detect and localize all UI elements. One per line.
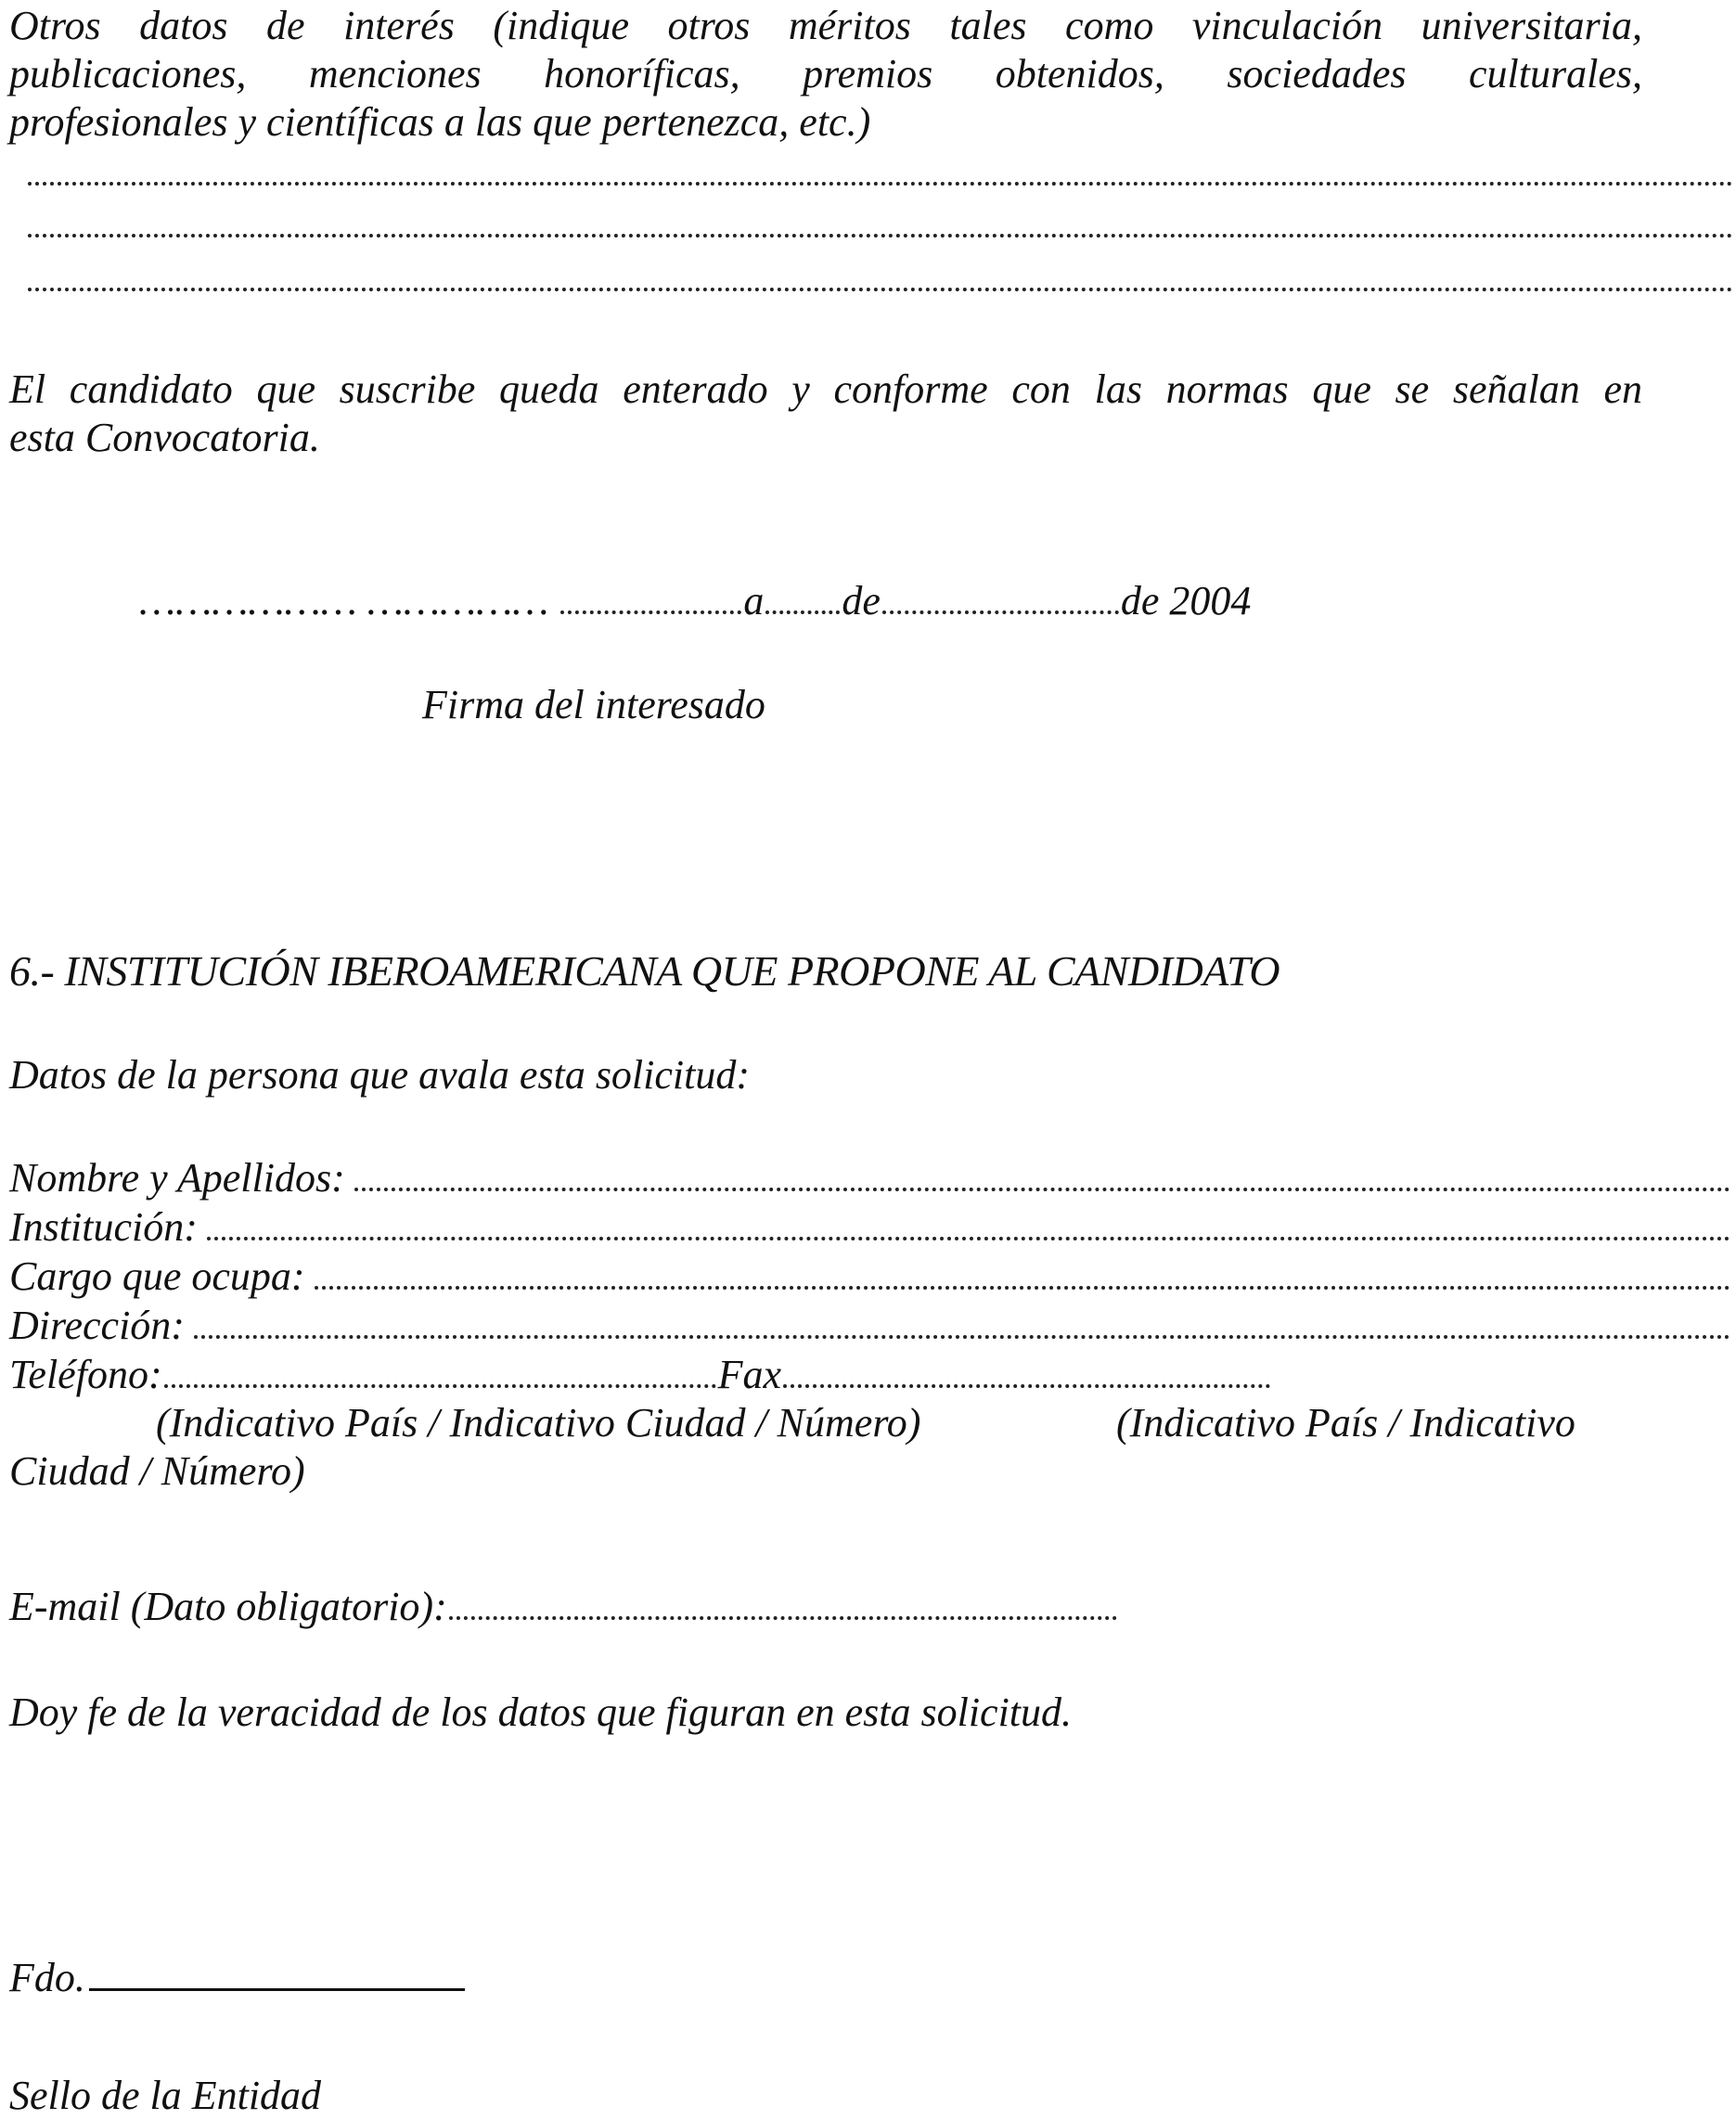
date-a-label: a [743,578,765,623]
guarantor-email-row[interactable] [9,1583,1119,1631]
guarantor-email-label: E-mail (Dato obligatorio): [9,1584,447,1629]
guarantor-position-input[interactable] [315,1286,1730,1290]
guarantor-address-label: Dirección: [9,1303,185,1348]
date-year: 2004 [1169,578,1252,623]
fax-format-hint-continued: Ciudad / Número) [9,1448,305,1494]
signed-row[interactable] [9,1954,465,2002]
signature-field[interactable] [89,1988,465,1991]
guarantor-phone-fax-row[interactable] [9,1351,1272,1399]
guarantor-subtitle: Datos de la persona que avala esta solicitud: [9,1052,751,1098]
guarantor-fax-input[interactable] [783,1384,1270,1388]
signature-label: Firma del interesado [422,682,765,727]
other-merits-answer-line-1[interactable] [28,182,1733,186]
declaration-paragraph [9,366,1642,462]
attestation-text: Doy fe de la veracidad de los datos que figuran en esta solicitud. [9,1690,1073,1735]
date-day-field[interactable] [765,610,840,614]
guarantor-phone-input[interactable] [164,1384,716,1388]
other-merits-line-1: Otros datos de interés (indique otros méritos tales como vinculación universitaria, [9,3,1642,48]
guarantor-position-field[interactable] [9,1253,1730,1301]
date-month-field[interactable] [882,610,1119,614]
declaration-line-2: esta Convocatoria. [9,415,320,460]
guarantor-institution-input[interactable] [207,1237,1730,1240]
date-de-label-1: de [842,578,881,623]
date-de-label-2: de [1120,578,1160,623]
date-place-dots: ……………… …………… [139,578,549,623]
other-merits-answer-line-2[interactable] [28,234,1733,238]
guarantor-name-field[interactable] [9,1154,1730,1202]
guarantor-name-input[interactable] [354,1188,1730,1191]
guarantor-email-input[interactable] [449,1616,1117,1620]
date-place-field[interactable] [560,610,741,614]
entity-seal-label: Sello de la Entidad [9,2073,322,2118]
declaration-line-1: El candidato que suscribe queda enterado y conforme con las normas que se señalan en [9,366,1642,412]
other-merits-answer-line-3[interactable] [28,288,1733,291]
guarantor-address-input[interactable] [194,1335,1730,1339]
other-merits-line-2: publicaciones, menciones honoríficas, premios obtenidos, sociedades culturales, [9,51,1642,96]
other-merits-line-3: profesionales y científicas a las que pertenezca, etc.) [9,99,871,145]
other-merits-paragraph [9,2,1642,147]
date-line[interactable] [139,577,1251,625]
guarantor-fax-label: Fax [717,1352,781,1397]
guarantor-name-label: Nombre y Apellidos: [9,1155,345,1201]
guarantor-institution-label: Institución: [9,1204,198,1250]
guarantor-address-field[interactable] [9,1302,1730,1350]
section-6-title: 6.- INSTITUCIÓN IBEROAMERICANA QUE PROPONE AL CANDIDATO [9,947,1280,995]
phone-format-hint: (Indicativo País / Indicativo Ciudad / Número) [156,1400,921,1445]
signed-label: Fdo. [9,1955,85,2000]
guarantor-institution-field[interactable] [9,1203,1730,1252]
fax-format-hint: (Indicativo País / Indicativo [1116,1400,1575,1445]
guarantor-position-label: Cargo que ocupa: [9,1253,305,1299]
guarantor-phone-label: Teléfono: [9,1352,162,1397]
